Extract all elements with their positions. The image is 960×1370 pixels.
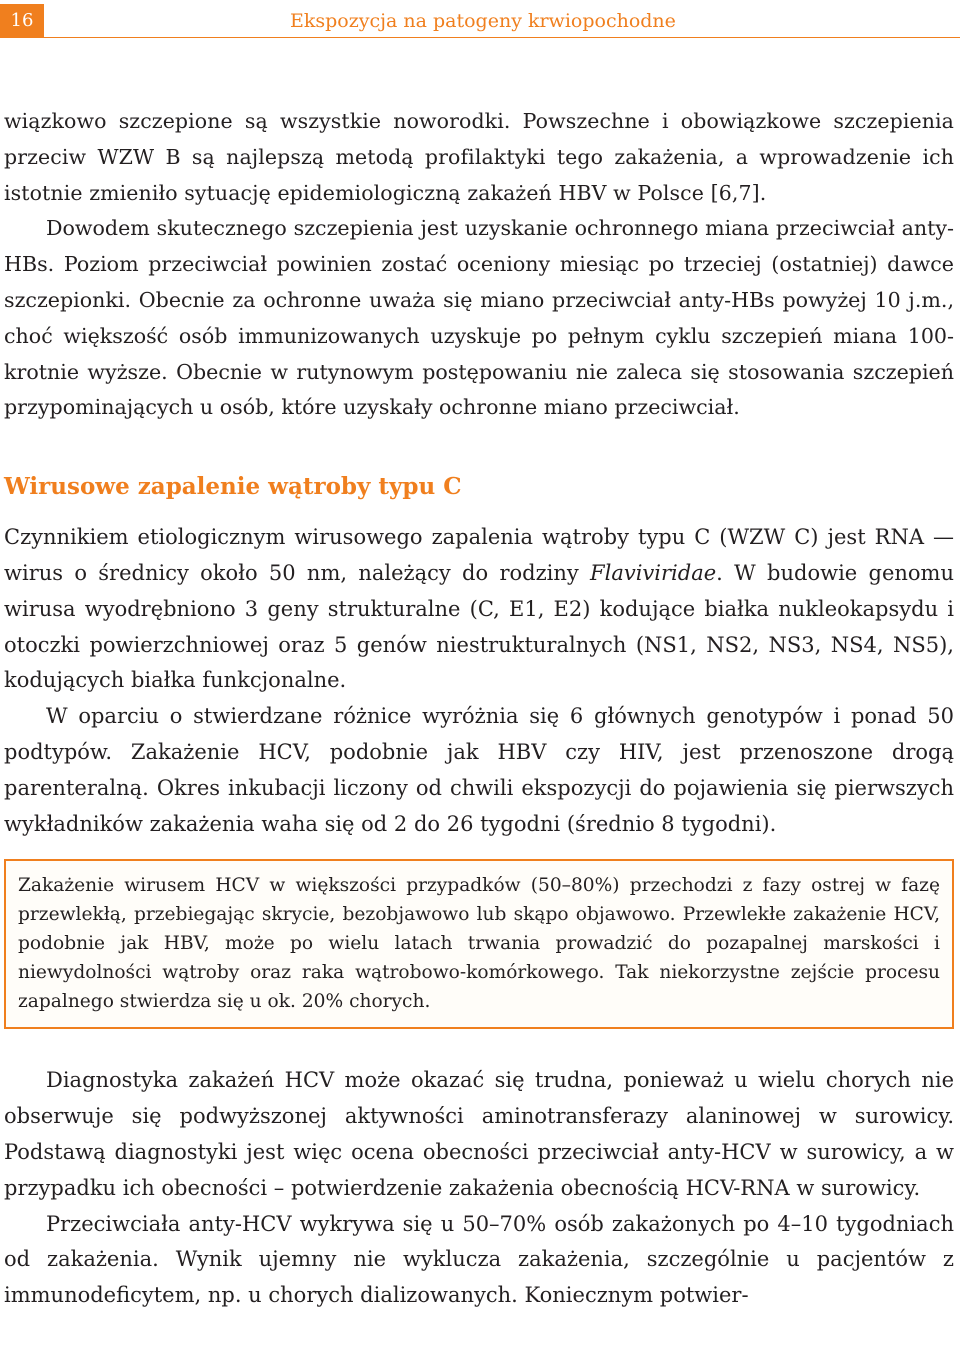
paragraph-hcv-etiology-part2: . W budowie genomu wirusa wyodrębniono 3 geny strukturalne (C, E1, E2) kodujące białka nukleokapsydu i otoczki powierzchniowej oraz 5 genów niestrukturalnych (NS1, NS2, NS3, NS4, NS5), kodujących białka funkcjonalne. — [4, 560, 954, 693]
page-body — [4, 104, 954, 1314]
paragraph-hcv-genotypes: W oparciu o stwierdzane różnice wyróżnia się 6 głównych genotypów i ponad 50 podtypów. Zakażenie HCV, podobnie jak HBV czy HIV, jest przenoszone drogą parenteralną. Okres inkubacji liczony od chwili ekspozycji do pojawienia się pierwszych wykładników zakażenia waha się od 2 do 26 tygodni (średnio 8 tygodni). — [4, 704, 954, 836]
virus-family-name: Flaviviridae — [590, 560, 717, 585]
paragraph-hcv-antibodies: Przeciwciała anty-HCV wykrywa się u 50–70% osób zakażonych po 4–10 tygodniach od zakażenia. Wynik ujemny nie wyklucza zakażenia, szczególnie u pacjentów z immunodeficytem, np. u chorych dializowanych. Koniecznym potwier- — [4, 1211, 954, 1308]
page-header — [0, 0, 960, 44]
section-heading-hcv: Wirusowe zapalenie wątroby typu C — [4, 473, 462, 501]
page-number: 16 — [0, 4, 44, 38]
header-rule — [44, 37, 960, 38]
running-title: Ekspozycja na patogeny krwiopochodne — [290, 10, 676, 32]
paragraph-hcv-diagnostics: Diagnostyka zakażeń HCV może okazać się trudna, ponieważ u wielu chorych nie obserwuje się podwyższonej aktywności aminotransferazy alaninowej w surowicy. Podstawą diagnostyki jest więc ocena obecności przeciwciał anty-HCV w surowicy, a w przypadku ich obecności – potwierdzenie zakażenia obecnością HCV-RNA w surowicy. — [4, 1068, 954, 1200]
paragraph-hcv-etiology — [4, 520, 954, 699]
paragraph-vaccination-intro: wiązkowo szczepione są wszystkie noworodki. Powszechne i obowiązkowe szczepienia przeciw WZW B są najlepszą metodą profilaktyki tego zakażenia, a wprowadzenie ich istotnie zmieniło sytuację epidemiologiczną zakażeń HBV w Polsce [6,7]. — [4, 109, 954, 205]
paragraph-hcv-etiology-part1: Czynnikiem etiologicznym wirusowego zapalenia wątroby typu C (WZW C) jest RNA — wirus o średnicy około 50 nm, należący do rodziny — [4, 525, 954, 585]
callout-text: Zakażenie wirusem HCV w większości przypadków (50–80%) przechodzi z fazy ostrej w fazę przewlekłą, przebiegając skrycie, bezobjawowo lub skąpo objawowo. Przewlekłe zakażenie HCV, podobnie jak HBV, może po wielu latach trwania prowadzić do pozapalnej marskości i niewydolności wątroby oraz raka wątrobowo-komórkowego. Tak niekorzystne zejście procesu zapalnego stwierdza się u ok. 20% chorych. — [18, 875, 940, 1013]
paragraph-vaccination-effectiveness: Dowodem skutecznego szczepienia jest uzyskanie ochronnego miana przeciwciał anty-HBs. Poziom przeciwciał powinien zostać oceniony miesiąc po trzeciej (ostatniej) dawce szczepionki. Obecnie za ochronne uważa się miano przeciwciał anty-HBs powyżej 10 j.m., choć większość osób immunizowanych uzyskuje po pełnym cyklu szczepień miana 100-krotnie wyższe. Obecnie w rutynowym postępowaniu nie zaleca się stosowania szczepień przypominających u osób, które uzyskały ochronne miano przeciwciał. — [4, 216, 954, 420]
callout-box — [4, 859, 954, 1029]
